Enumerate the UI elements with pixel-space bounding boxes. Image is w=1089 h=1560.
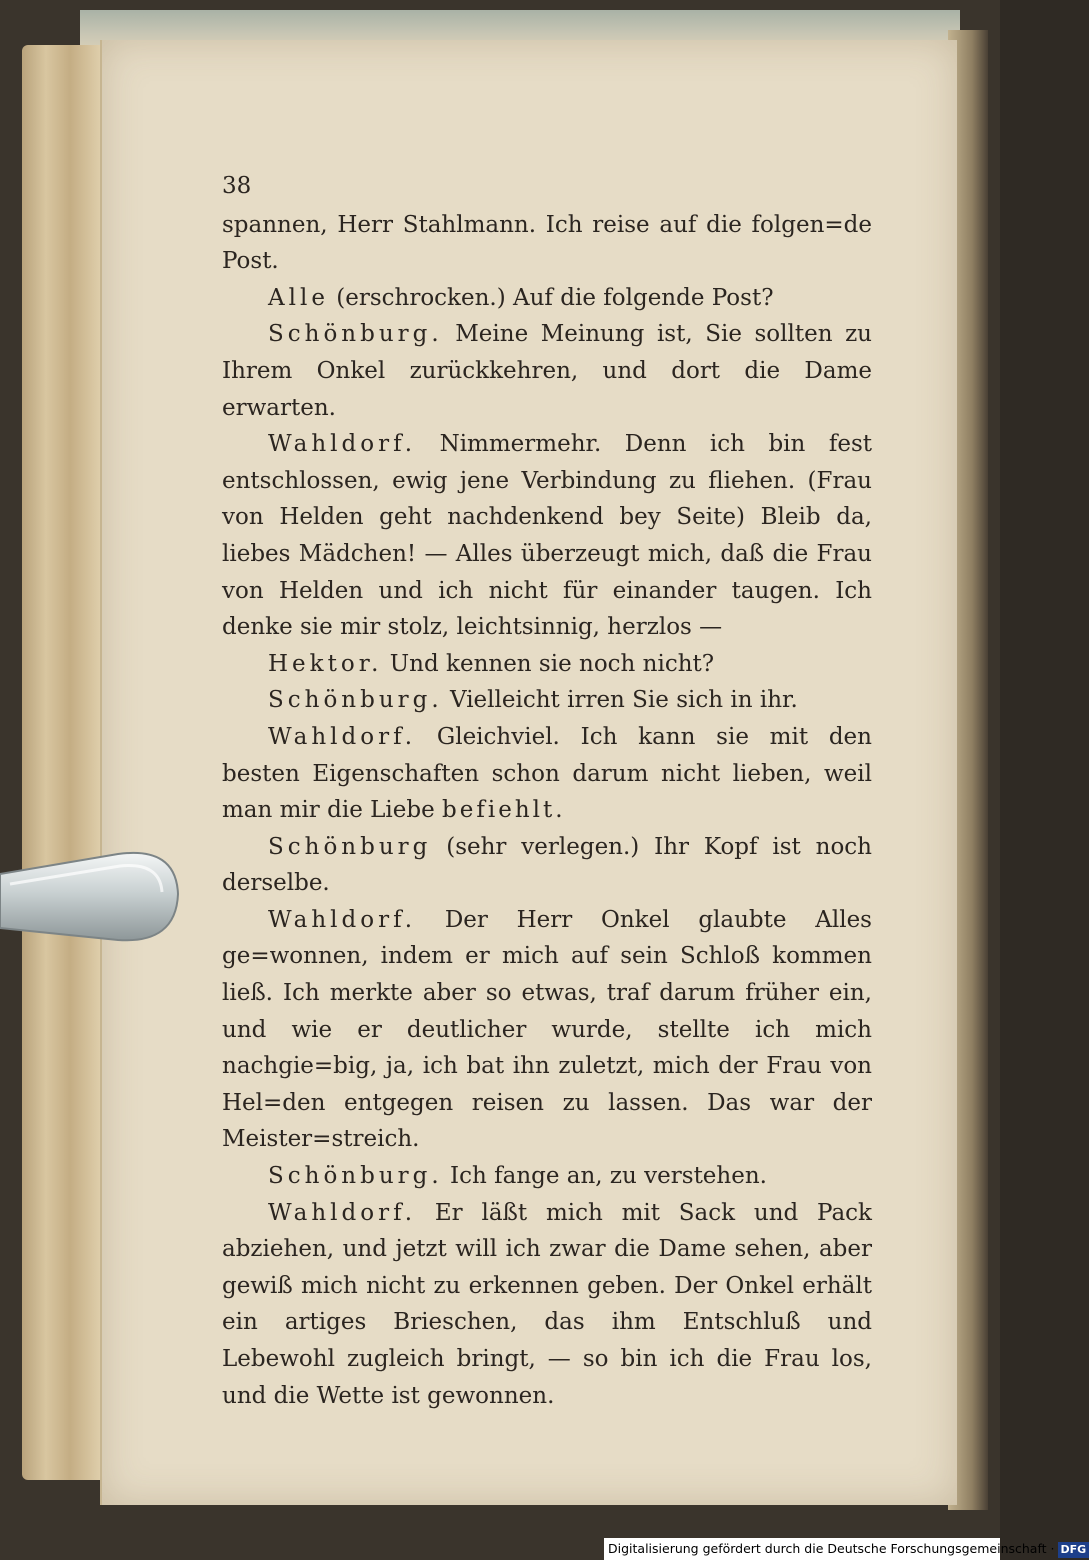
paragraph-text: Ich fange an, zu verstehen. (442, 1163, 767, 1190)
page-edge-stack (22, 45, 102, 1480)
paragraph (222, 682, 872, 719)
paragraph (222, 719, 872, 829)
speaker-name: Hektor. (268, 650, 383, 677)
paragraph-text: Der Herr Onkel glaubte Alles ge=wonnen, indem er mich auf sein Schloß kommen ließ. Ich merkte aber so etwas, traf darum früher ein, und wie er deutlicher wurde, stellte ich mich nachgie=big, ja, ich bat ihn zuletzt, mich der Frau von Hel=den entgegen reisen zu lassen. Das war der Meister=streich. (222, 906, 872, 1153)
paragraph (222, 902, 872, 1158)
speaker-name: Alle (268, 284, 329, 311)
page-text (222, 168, 872, 1414)
paragraph (222, 829, 872, 902)
footer-text: Digitalisierung gefördert durch die Deutsche Forschungsgemeinschaft · (608, 1541, 1055, 1556)
page-number: 38 (222, 173, 252, 199)
paragraph-text: Gleichviel. Ich kann sie mit den besten Eigenschaften schon darum nicht lieben, weil man mir die Liebe (222, 723, 872, 824)
paragraph-text: Meine Meinung ist, Sie sollten zu Ihrem Onkel zurückkehren, und dort die Dame erwarten. (222, 321, 872, 421)
dfg-logo: DFG (1058, 1542, 1089, 1558)
paragraph (222, 1195, 872, 1415)
paragraph (222, 1158, 872, 1195)
speaker-name: Schönburg. (268, 1163, 443, 1190)
paragraph (222, 207, 872, 280)
paragraph-text: (sehr verlegen.) Ihr Kopf ist noch derselbe. (222, 833, 872, 897)
paragraph-text: Und kennen sie noch nicht? (382, 650, 715, 677)
speaker-name: Wahldorf. (268, 1199, 417, 1226)
paragraph-text: Vielleicht irren Sie sich in ihr. (442, 687, 798, 714)
paragraph-text: (erschrocken.) Auf die folgende Post? (328, 284, 774, 311)
paragraph (222, 280, 872, 317)
paragraph (222, 646, 872, 683)
emphasized-word: befiehlt (442, 797, 556, 824)
speaker-name: Schönburg (268, 833, 432, 860)
paragraph-text: Er läßt mich mit Sack und Pack abziehen, und jetzt will ich zwar die Dame sehen, aber gewiß mich nicht zu erkennen geben. Der Onkel erhält ein artiges Brieschen, das ihm Entschluß und Lebewohl zugleich bringt, — so bin ich die Frau los, und die Wette ist gewonnen. (222, 1199, 872, 1409)
speaker-name: Wahldorf. (268, 906, 417, 933)
speaker-name: Schönburg. (268, 687, 443, 714)
paragraph (222, 426, 872, 646)
paragraph (222, 316, 872, 426)
paragraph-text: spannen, Herr Stahlmann. Ich reise auf die folgen=de Post. (222, 211, 872, 275)
speaker-name: Wahldorf. (268, 431, 417, 458)
speaker-name: Wahldorf. (268, 723, 417, 750)
digitization-footer (604, 1538, 1087, 1560)
paragraph-text: Nimmermehr. Denn ich bin fest entschlossen, ewig jene Verbindung zu fliehen. (Frau von Helden geht nachdenkend bey Seite) Bleib da, liebes Mädchen! — Alles überzeugt mich, daß die Frau von Helden und ich nicht für einander taugen. Ich denke sie mir stolz, leichtsinnig, herzlos — (222, 431, 872, 641)
paragraph-text-end: . (555, 797, 563, 824)
speaker-name: Schönburg. (268, 321, 443, 348)
